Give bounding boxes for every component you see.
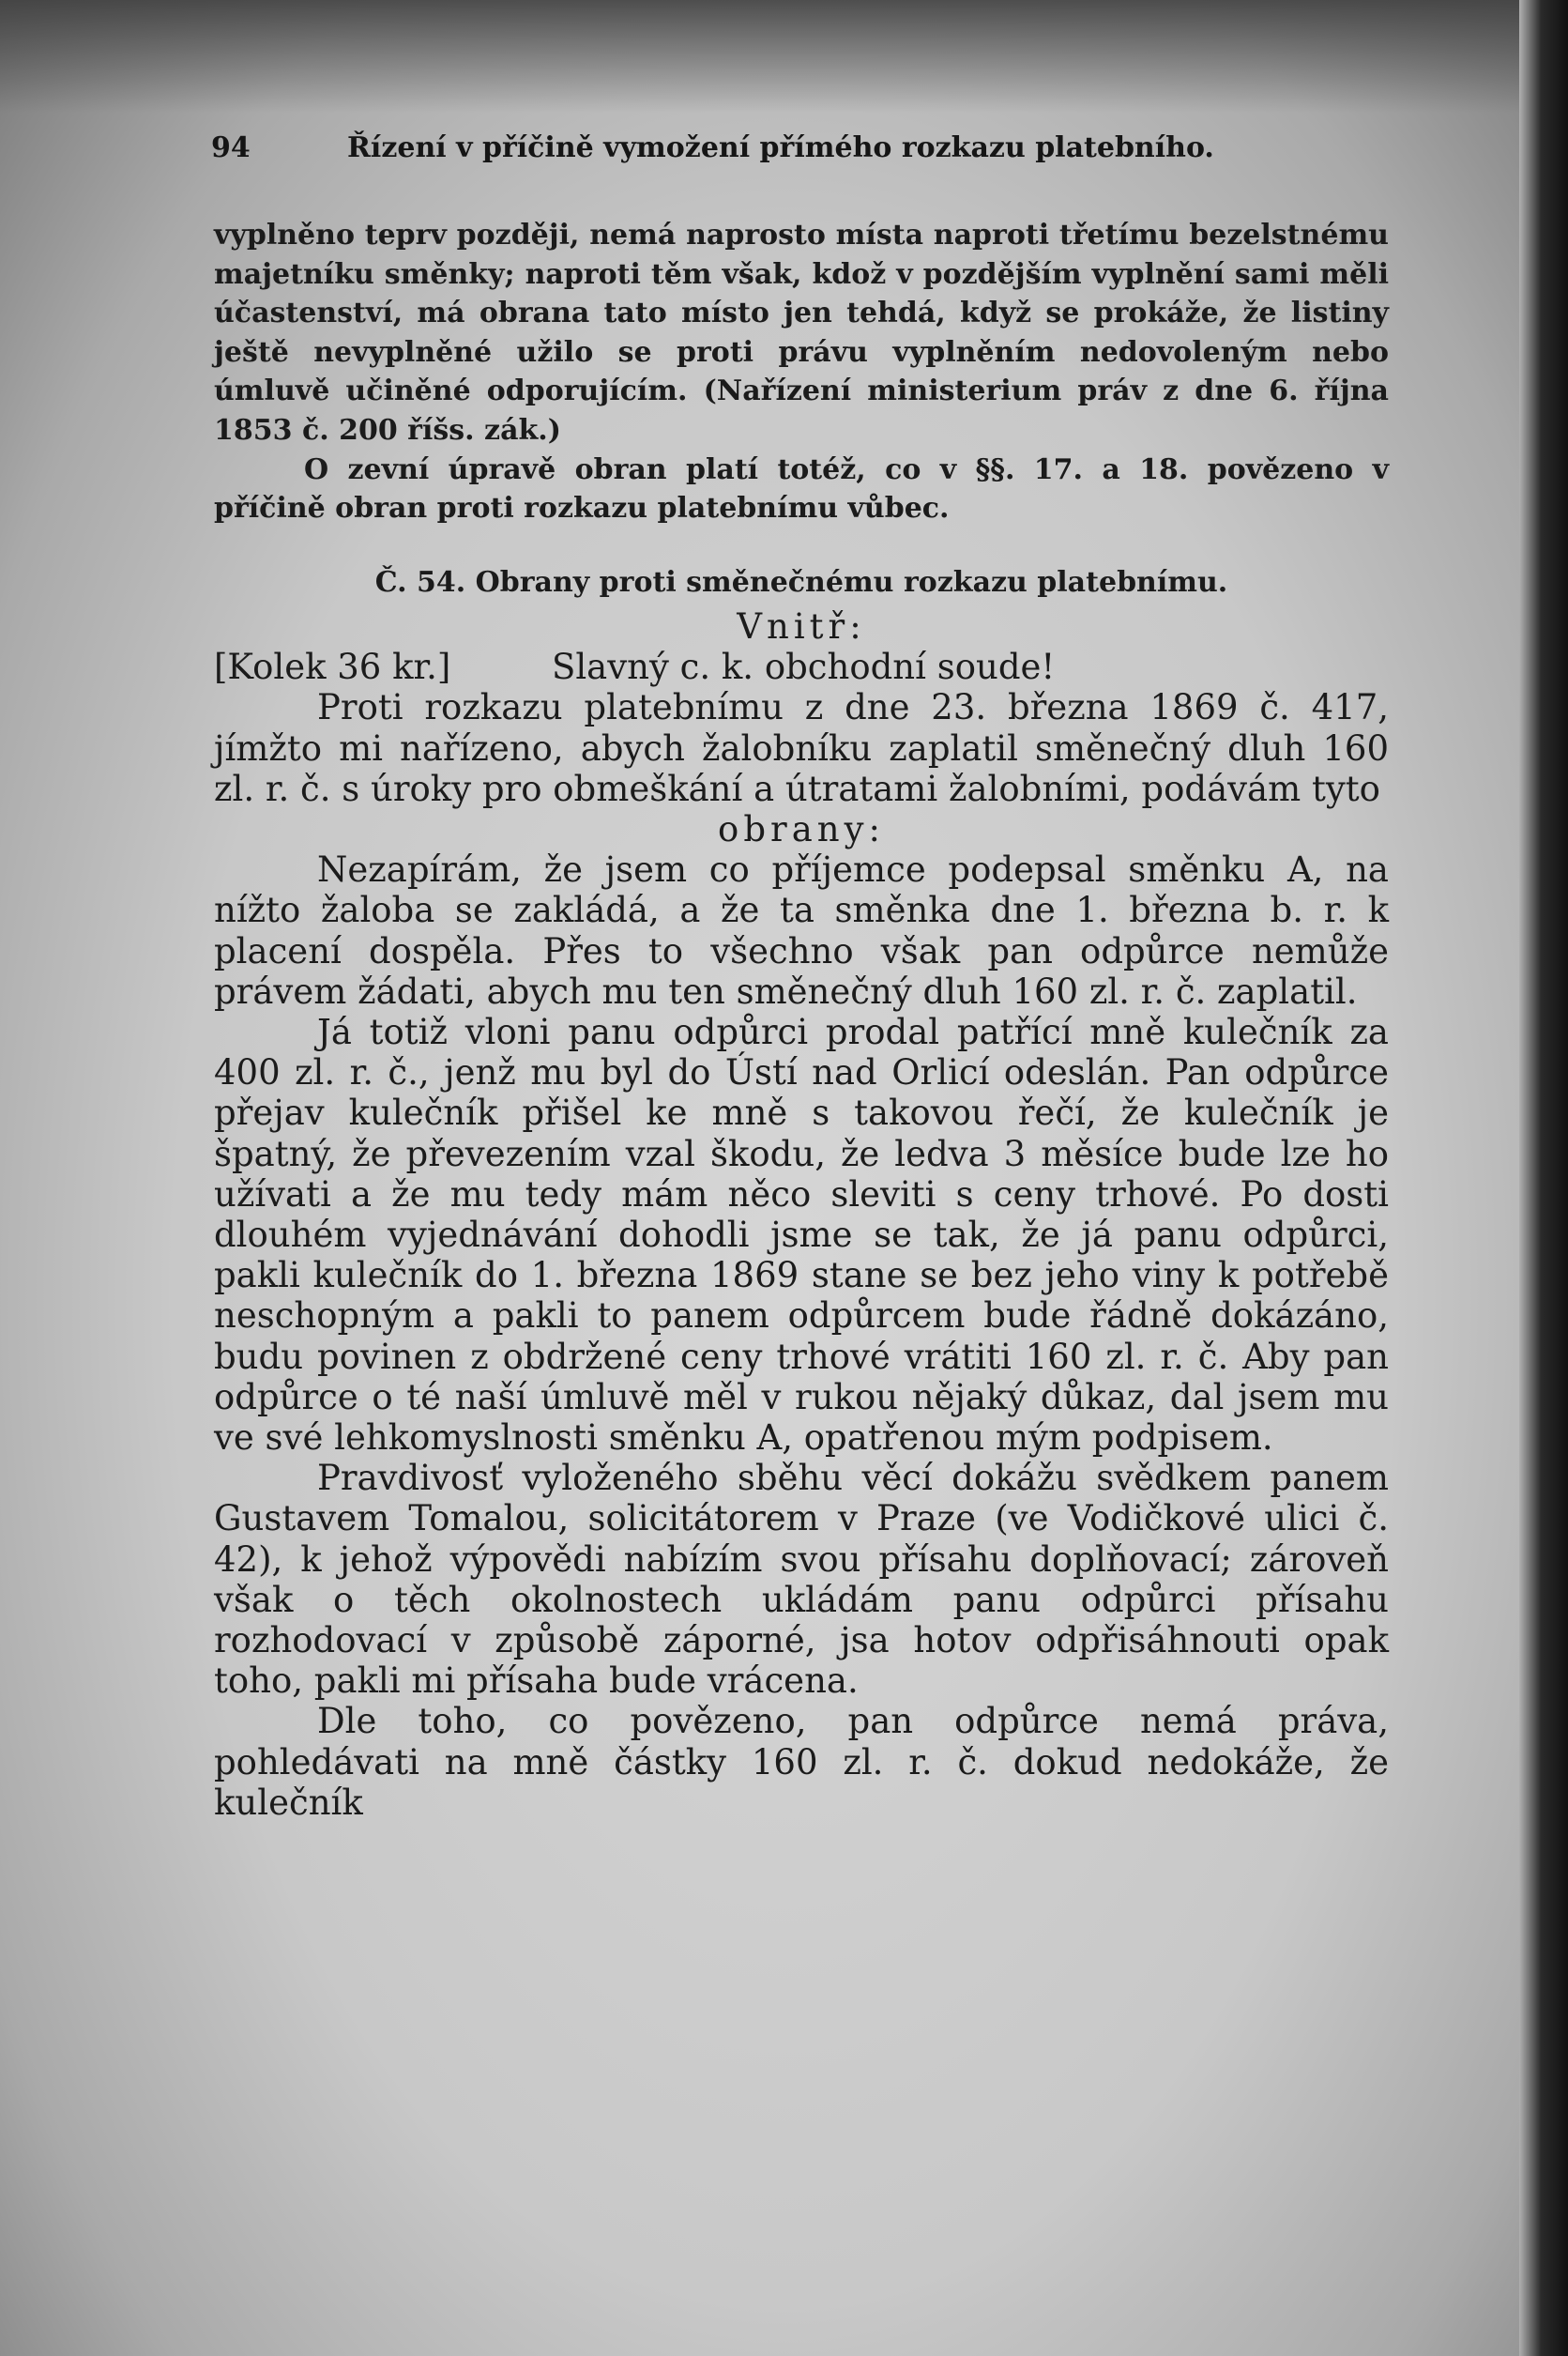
defense-paragraph-4: Dle toho, co povězeno, pan odpůrce nemá práva, pohledávati na mně částky 160 zl. r. č. dokud nedokáže, že kulečník <box>214 1701 1389 1823</box>
defense-paragraph-2: Já totiž vloni panu odpůrci prodal patřící mně kulečník za 400 zl. r. č., jenž mu byl do Ústí nad Orlicí odeslán. Pan odpůrce přejav kulečník přišel ke mně s takovou řečí, že kulečník je špatný, že převezením vzal škodu, že ledva 3 měsíce bude lze ho užívati a že mu tedy mám něco sleviti s ceny trhové. Po dosti dlouhém vyjednávání dohodli jsme se tak, že já panu odpůrci, pakli kulečník do 1. března 1869 stane se bez jeho viny k potřebě neschopným a pakli to panem odpůrcem bude řádně dokázáno, budu povinen z obdržené ceny trhové vrátiti 160 zl. r. č. Aby pan odpůrce o té naší úmluvě měl v rukou nějaký důkaz, dal jsem mu ve své lehkomyslnosti směnku A, opatřenou mým podpisem. <box>214 1011 1389 1459</box>
page-body <box>214 216 1389 1823</box>
obrany-label: obrany: <box>718 808 885 849</box>
section-heading: Č. 54. Obrany proti směnečnému rozkazu platebnímu. <box>374 565 1228 599</box>
vnitr-label: Vnitř: <box>737 605 866 647</box>
running-title: Řízení v příčině vymožení přímého rozkazu platebního. <box>347 131 1214 164</box>
court-salutation: Slavný c. k. obchodní soude! <box>552 647 1056 688</box>
stamp-line <box>214 647 1389 687</box>
paragraph-continuation: vyplněno teprv později, nemá naprosto místa naproti třetímu bezelstnému majetníku směnky; naproti těm však, kdož v pozdějším vyplnění sami měli účastenství, má obrana tato místo jen tehdá, když se prokáže, že listiny ještě nevyplněné užilo se proti právu vyplněním nedovoleným nebo úmluvě učiněné odporujícím. (Nařízení ministerium práv z dne 6. října 1853 č. 200 říšs. zák.) <box>214 219 1389 447</box>
defense-paragraph-1: Nezapírám, že jsem co příjemce podepsal směnku A, na nížto žaloba se zakládá, a že ta směnka dne 1. března b. r. k placení dospěla. Přes to všechno však pan odpůrce nemůže právem žádati, abych mu ten směnečný dluh 160 zl. r. č. zaplatil. <box>214 849 1389 1012</box>
page-binding-edge <box>1519 0 1568 2356</box>
kolek-stamp: [Kolek 36 kr.] <box>214 647 451 688</box>
page-number: 94 <box>211 131 251 164</box>
paragraph-form-note: O zevní úpravě obran platí totéž, co v §§. 17. a 18. povězeno v příčině obran proti rozkazu platebnímu vůbec. <box>214 452 1389 526</box>
plea-intro: Proti rozkazu platebnímu z dne 23. března 1869 č. 417, jímžto mi nařízeno, abych žalobníku zaplatil směnečný dluh 160 zl. r. č. s úroky pro obmeškání a útratami žalobními, podávám tyto <box>214 687 1389 809</box>
page-shadow-top <box>0 0 1568 113</box>
defense-paragraph-3: Pravdivosť vyloženého sběhu věcí dokážu svědkem panem Gustavem Tomalou, solicitátorem v Praze (ve Vodičkové ulici č. 42), k jehož výpovědi nabízím svou přísahu doplňovací; zároveň však o těch okolnostech ukládám panu odpůrci přísahu rozhodovací v způsobě záporné, jsa hotov odpřisáhnouti opak toho, pakli mi přísaha bude vrácena. <box>214 1458 1389 1702</box>
